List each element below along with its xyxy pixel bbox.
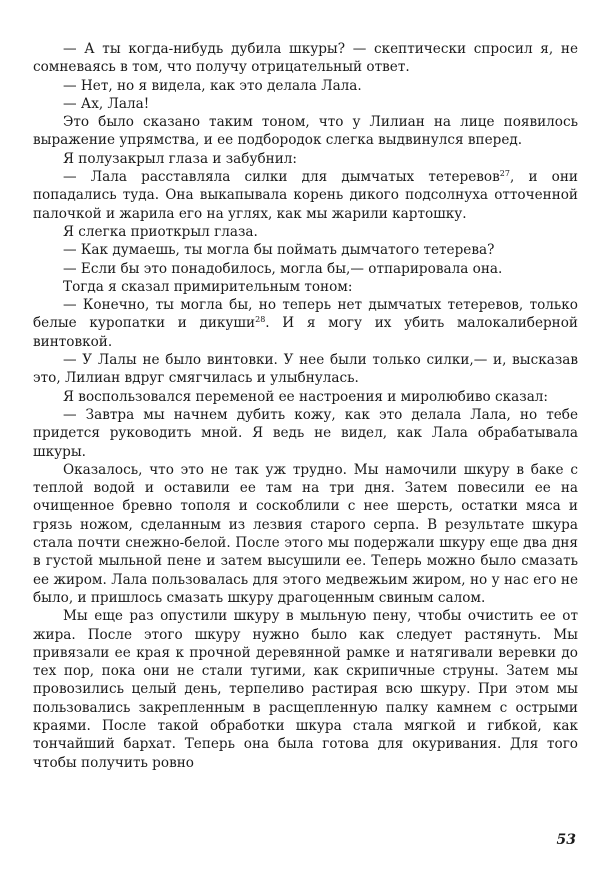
paragraph: — Если бы это понадобилось, могла бы,— отпарировала она. — [63, 260, 503, 277]
footnote-reference: 28 — [255, 315, 266, 325]
paragraph: — У Лалы не было винтовки. У нее были только силки,— и, высказав это, Лилиан вдруг смягчилась и улыбнулась. — [33, 352, 578, 387]
paragraph: Оказалось, что это не так уж трудно. Мы намочили шкуру в баке с теплой водой и оставили ее там на три дня. Затем повесили ее на очищенное бревно тополя и соскоблили с нее шерсть, остатки мяса и грязь ножом, сделанным из лезвия старого серпа. В результате шкура стала почти снежно-белой. После этого мы подержали шкуру еще два дня в густой мыльной пене и затем высушили ее. Теперь можно было смазать ее жиром. Лала пользовалась для этого медвежьим жиром, но у нас его не было, и пришлось смазать шкуру драгоценным свиным салом. — [33, 461, 578, 606]
paragraph: Это было сказано таким тоном, что у Лилиан на лице появилось выражение упрямства, и ее подбородок слегка выдвинулся вперед. — [33, 114, 578, 149]
paragraph-text: . И я могу их убить малокалиберной винтовкой. — [33, 315, 578, 350]
page-number: 53 — [556, 832, 576, 848]
paragraph-text: — Лала расставляла силки для дымчатых тетеревов — [63, 169, 500, 186]
paragraph-text: , и они попадались туда. Она выкапывала корень дикого подсолнуха отточенной палочкой и жарила его на углях, как мы жарили картошку. — [33, 169, 578, 222]
paragraph — [33, 168, 578, 223]
paragraph: — Ах, Лала! — [63, 95, 150, 112]
paragraph: — Завтра мы начнем дубить кожу, как это делала Лала, но тебе придется руководить мной. Я ведь не видел, как Лала обрабатывала шкуры. — [33, 406, 578, 460]
paragraph: — Нет, но я видела, как это делала Лала. — [63, 77, 362, 94]
paragraph: Я полузакрыл глаза и забубнил: — [63, 150, 297, 167]
paragraph: Я воспользовался переменой ее настроения и миролюбиво сказал: — [63, 388, 549, 405]
paragraph: Мы еще раз опустили шкуру в мыльную пену, чтобы очистить ее от жира. После этого шкуру нужно было как следует растянуть. Мы привязали ее края к прочной деревянной рамке и натягивали веревки до тех пор, пока они не стали тугими, как скрипичные струны. Затем мы провозились целый день, терпеливо растирая всю шкуру. При этом мы пользовались закрепленным в расщепленную палку камнем с острыми краями. После такой обработки шкура стала мягкой и гибкой, как тончайший бархат. Теперь она была готова для окуривания. Для того чтобы получить ровно — [33, 608, 578, 771]
paragraph — [33, 296, 578, 351]
footnote-reference: 27 — [499, 169, 510, 179]
paragraph: Я слегка приоткрыл глаза. — [63, 223, 258, 240]
paragraph: — Как думаешь, ты могла бы поймать дымчатого тетерева? — [63, 242, 495, 259]
paragraph: — А ты когда-нибудь дубила шкуры? — скептически спросил я, не сомневаясь в том, что получу отрицательный ответ. — [33, 41, 578, 76]
page-body — [33, 40, 578, 772]
paragraph: Тогда я сказал примирительным тоном: — [63, 278, 353, 295]
paragraph-text: — Конечно, ты могла бы, но теперь нет дымчатых тетеревов, только белые куропатки и дикуши — [33, 297, 578, 332]
